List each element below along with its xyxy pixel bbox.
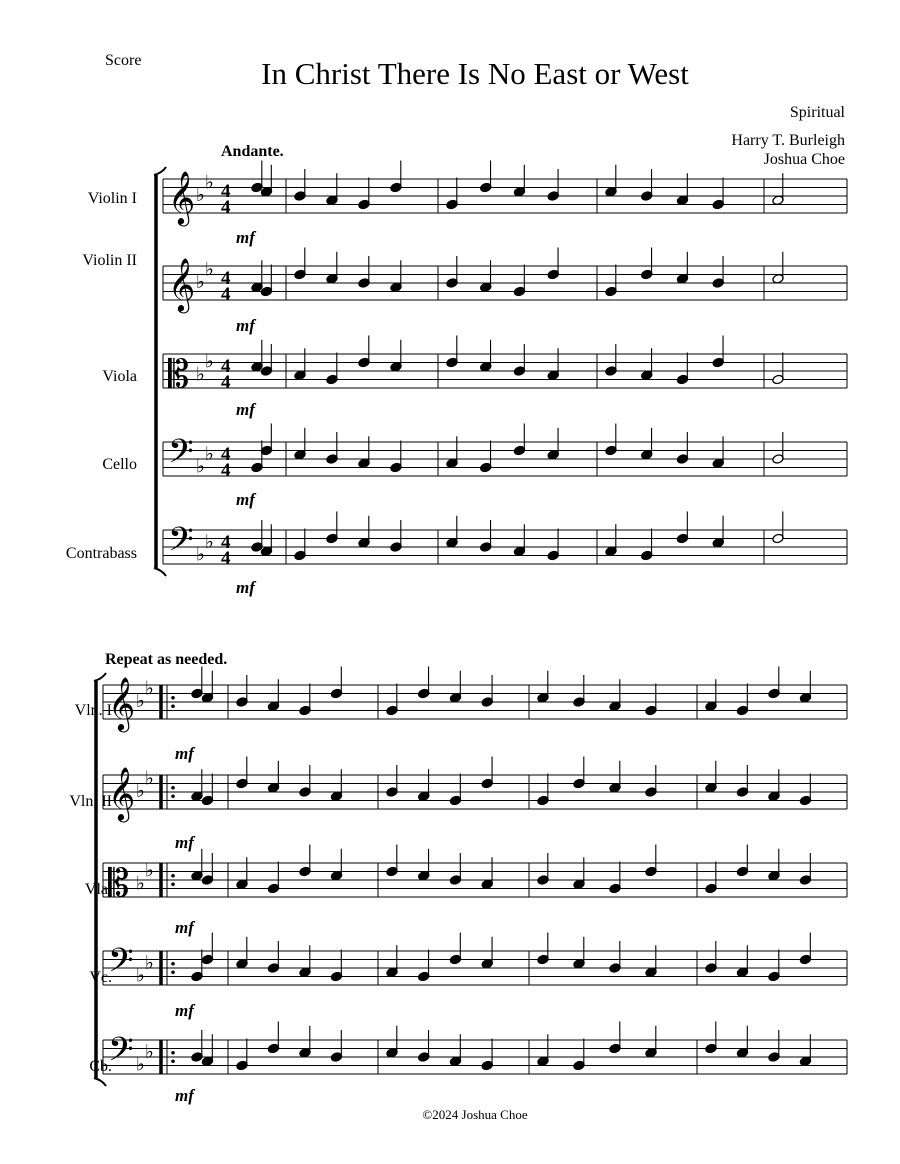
time-sig-top: 4 [221,356,231,377]
repeat-dot [171,696,175,700]
flat-icon: ♭ [205,350,214,373]
flat-icon: ♭ [205,258,214,281]
dynamic-marking: mf [236,400,255,419]
flat-icon: ♭ [145,1040,154,1063]
bass-clef-icon: 𝄢 [108,942,134,988]
bass-clef-icon: 𝄢 [108,1031,134,1077]
bracket-hook [94,673,106,681]
flat-icon: ♭ [196,455,205,478]
repeat-instruction: Repeat as needed. [105,651,228,668]
bracket-hook [154,167,166,175]
flat-icon: ♭ [205,442,214,465]
instrument-label: Vln. I [74,702,112,719]
instrument-label: Cello [102,456,137,473]
flat-icon: ♭ [196,543,205,566]
flat-icon: ♭ [196,184,205,206]
time-sig-bottom: 4 [221,548,231,569]
flat-icon: ♭ [145,767,154,790]
barlines [103,179,847,1074]
repeat-dot [171,786,175,790]
dynamic-marking: mf [175,833,194,852]
dynamic-marking: mf [175,1001,194,1020]
flat-icon: ♭ [145,859,154,882]
instrument-label: Violin I [87,190,137,207]
flat-icon: ♭ [205,530,214,553]
instrument-label: Vc. [89,969,112,986]
repeat-dot [171,970,175,974]
flat-icon: ♭ [136,780,145,802]
clefs [108,170,195,1077]
bass-clef-icon: 𝄢 [168,521,194,567]
instrument-label: Vla. [84,881,112,898]
bracket-hook [154,568,166,576]
time-sig-bottom: 4 [221,197,231,218]
arranger-credit-2: Joshua Choe [763,151,845,168]
flat-icon: ♭ [136,1053,145,1076]
time-sig-top: 4 [221,532,231,553]
time-sig-top: 4 [221,268,231,289]
repeat-dot [171,704,175,708]
repeat-dot [171,1059,175,1063]
instrument-label: Vln. II [69,793,112,810]
copyright-notice: ©2024 Joshua Choe [422,1107,528,1122]
time-sig-bottom: 4 [221,284,231,305]
repeat-dot [171,1051,175,1055]
dynamic-marking: mf [236,316,255,335]
dynamic-marking: mf [236,228,255,247]
alto-clef-icon: 𝄡 [108,861,130,905]
flat-icon: ♭ [196,271,205,293]
flat-icon: ♭ [145,677,154,700]
treble-clef-icon: 𝄞 [108,676,136,730]
time-sig-top: 4 [221,444,231,465]
dynamic-marking: mf [236,578,255,597]
arranger-credit-1: Harry T. Burleigh [731,132,845,149]
repeat-dot [171,794,175,798]
treble-clef-icon: 𝄞 [168,257,196,311]
staff-lines [103,179,847,1074]
flat-icon: ♭ [205,171,214,194]
dynamic-marking: mf [175,1086,194,1105]
bracket-hook [94,1078,106,1086]
flat-icon: ♭ [136,872,145,895]
flat-icon: ♭ [136,964,145,987]
treble-clef-icon: 𝄞 [168,170,196,224]
flat-icon: ♭ [145,951,154,974]
source-credit: Spiritual [789,104,845,121]
repeat-dot [171,874,175,878]
page-title: In Christ There Is No East or West [261,56,689,91]
flat-icon: ♭ [136,690,145,712]
dynamic-marking: mf [175,918,194,937]
dynamic-marking: mf [175,744,194,763]
instrument-label: Contrabass [65,545,137,562]
time-sig-bottom: 4 [221,372,231,393]
tempo-marking: Andante. [221,143,284,160]
instrument-label: Viola [102,368,137,385]
flat-icon: ♭ [196,363,205,386]
dynamic-marking: mf [236,490,255,509]
score-label: Score [105,52,142,69]
repeat-dot [171,962,175,966]
instrument-label: Violin II [82,252,137,269]
treble-clef-icon: 𝄞 [108,766,136,820]
instrument-label: Cb. [89,1058,112,1075]
notes [171,161,811,1071]
time-sig-top: 4 [221,181,231,202]
bass-clef-icon: 𝄢 [168,433,194,479]
repeat-dot [171,882,175,886]
alto-clef-icon: 𝄡 [168,352,190,396]
time-sig-bottom: 4 [221,460,231,481]
